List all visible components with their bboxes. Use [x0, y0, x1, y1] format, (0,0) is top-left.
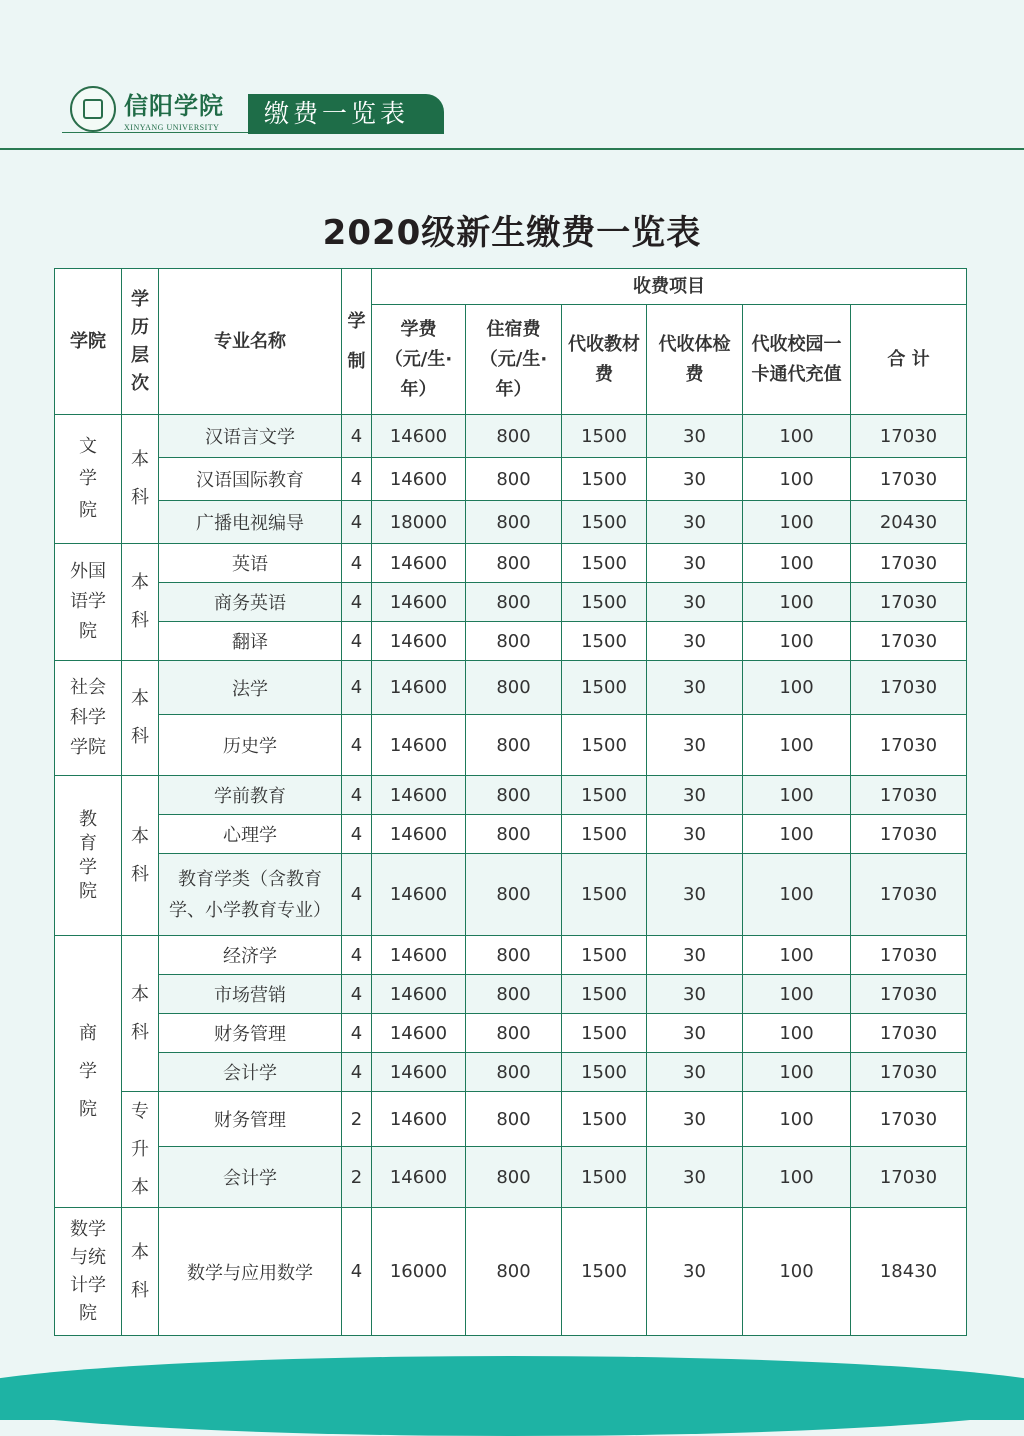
years-cell: 4 [342, 501, 372, 544]
tuition-cell: 14600 [372, 458, 466, 501]
header-physical-label: 代收体检费 [658, 333, 731, 385]
physical-cell: 30 [647, 815, 743, 854]
years-cell: 2 [342, 1092, 372, 1147]
textbook-cell: 1500 [562, 458, 647, 501]
table-row [55, 458, 967, 501]
years-cell: 4 [342, 661, 372, 715]
years-cell: 4 [342, 458, 372, 501]
header-physical [647, 305, 743, 415]
physical-cell: 30 [647, 975, 743, 1014]
major-cell: 汉语言文学 [159, 415, 342, 458]
dorm-cell: 800 [466, 458, 562, 501]
level-cell: 专升本 [122, 1092, 159, 1208]
physical-cell: 30 [647, 1092, 743, 1147]
dorm-cell: 800 [466, 544, 562, 583]
table-row [55, 1208, 967, 1336]
total-cell: 17030 [851, 544, 967, 583]
dorm-cell: 800 [466, 1014, 562, 1053]
textbook-cell: 1500 [562, 815, 647, 854]
tuition-cell: 18000 [372, 501, 466, 544]
card-cell: 100 [743, 661, 851, 715]
level-cell: 本科 [122, 936, 159, 1092]
header-textbook [562, 305, 647, 415]
tuition-cell: 14600 [372, 1014, 466, 1053]
table-row [55, 1014, 967, 1053]
header-fee-group-label: 收费项目 [633, 275, 705, 297]
tuition-cell: 14600 [372, 1053, 466, 1092]
card-cell: 100 [743, 815, 851, 854]
college-cell: 教育学院 [55, 776, 122, 936]
textbook-cell: 1500 [562, 1147, 647, 1208]
total-cell: 17030 [851, 1014, 967, 1053]
dorm-cell: 800 [466, 622, 562, 661]
table-row [55, 715, 967, 776]
table-row [55, 1053, 967, 1092]
card-cell: 100 [743, 1147, 851, 1208]
total-cell: 17030 [851, 458, 967, 501]
header-major-label: 专业名称 [214, 330, 286, 352]
card-cell: 100 [743, 1092, 851, 1147]
card-cell: 100 [743, 583, 851, 622]
tuition-cell: 16000 [372, 1208, 466, 1336]
header-tuition-label: 学费（元/生·年） [384, 318, 453, 400]
years-cell: 4 [342, 1208, 372, 1336]
total-cell: 17030 [851, 661, 967, 715]
physical-cell: 30 [647, 544, 743, 583]
college-cell: 商学院 [55, 936, 122, 1208]
table-row [55, 1147, 967, 1208]
physical-cell: 30 [647, 501, 743, 544]
university-logo [124, 86, 224, 132]
header [0, 0, 1024, 150]
tuition-cell: 14600 [372, 1092, 466, 1147]
university-name: 信阳学院 [124, 91, 224, 120]
header-level-label: 学历层次 [131, 288, 149, 394]
physical-cell: 30 [647, 936, 743, 975]
table-row [55, 854, 967, 936]
dorm-cell: 800 [466, 936, 562, 975]
header-card-label: 代收校园一卡通代充值 [751, 333, 842, 385]
years-cell: 4 [342, 936, 372, 975]
tuition-cell: 14600 [372, 583, 466, 622]
physical-cell: 30 [647, 854, 743, 936]
card-cell: 100 [743, 544, 851, 583]
textbook-cell: 1500 [562, 415, 647, 458]
dorm-cell: 800 [466, 583, 562, 622]
card-cell: 100 [743, 975, 851, 1014]
physical-cell: 30 [647, 661, 743, 715]
total-cell: 17030 [851, 1092, 967, 1147]
textbook-cell: 1500 [562, 583, 647, 622]
table-row [55, 776, 967, 815]
major-cell: 英语 [159, 544, 342, 583]
physical-cell: 30 [647, 583, 743, 622]
total-cell: 17030 [851, 622, 967, 661]
major-cell: 会计学 [159, 1053, 342, 1092]
tuition-cell: 14600 [372, 715, 466, 776]
card-cell: 100 [743, 1208, 851, 1336]
textbook-cell: 1500 [562, 1208, 647, 1336]
physical-cell: 30 [647, 622, 743, 661]
header-years-label: 学制 [347, 310, 366, 372]
dorm-cell: 800 [466, 1092, 562, 1147]
major-cell: 教育学类（含教育学、小学教育专业） [159, 854, 342, 936]
textbook-cell: 1500 [562, 1014, 647, 1053]
table-row [55, 815, 967, 854]
card-cell: 100 [743, 936, 851, 975]
header-badge: 缴费一览表 [248, 94, 444, 134]
years-cell: 4 [342, 583, 372, 622]
major-cell: 广播电视编导 [159, 501, 342, 544]
level-cell: 本科 [122, 661, 159, 776]
card-cell: 100 [743, 1053, 851, 1092]
logo-underline [62, 132, 248, 133]
textbook-cell: 1500 [562, 936, 647, 975]
college-cell: 数学与统计学院 [55, 1208, 122, 1336]
level-cell: 本科 [122, 776, 159, 936]
major-cell: 市场营销 [159, 975, 342, 1014]
page-title: 2020级新生缴费一览表 [322, 213, 702, 253]
total-cell: 17030 [851, 1147, 967, 1208]
years-cell: 4 [342, 854, 372, 936]
total-cell: 17030 [851, 583, 967, 622]
card-cell: 100 [743, 715, 851, 776]
physical-cell: 30 [647, 715, 743, 776]
table-row [55, 936, 967, 975]
physical-cell: 30 [647, 776, 743, 815]
dorm-cell: 800 [466, 1208, 562, 1336]
tuition-cell: 14600 [372, 854, 466, 936]
major-cell: 财务管理 [159, 1092, 342, 1147]
card-cell: 100 [743, 776, 851, 815]
dorm-cell: 800 [466, 501, 562, 544]
header-fee-group [372, 269, 967, 305]
years-cell: 4 [342, 1053, 372, 1092]
major-cell: 财务管理 [159, 1014, 342, 1053]
table-row [55, 415, 967, 458]
major-cell: 数学与应用数学 [159, 1208, 342, 1336]
total-cell: 17030 [851, 776, 967, 815]
header-dorm [466, 305, 562, 415]
physical-cell: 30 [647, 1053, 743, 1092]
years-cell: 4 [342, 715, 372, 776]
major-cell: 法学 [159, 661, 342, 715]
header-total [851, 305, 967, 415]
physical-cell: 30 [647, 415, 743, 458]
textbook-cell: 1500 [562, 622, 647, 661]
years-cell: 4 [342, 544, 372, 583]
header-major [159, 269, 342, 415]
footer-band [0, 1384, 1024, 1420]
table-row [55, 975, 967, 1014]
level-cell: 本科 [122, 415, 159, 544]
table-row [55, 583, 967, 622]
years-cell: 4 [342, 415, 372, 458]
textbook-cell: 1500 [562, 661, 647, 715]
total-cell: 17030 [851, 415, 967, 458]
tuition-cell: 14600 [372, 936, 466, 975]
card-cell: 100 [743, 501, 851, 544]
table-row [55, 501, 967, 544]
dorm-cell: 800 [466, 415, 562, 458]
textbook-cell: 1500 [562, 854, 647, 936]
physical-cell: 30 [647, 1147, 743, 1208]
header-years [342, 269, 372, 415]
total-cell: 18430 [851, 1208, 967, 1336]
table-row [55, 544, 967, 583]
tuition-cell: 14600 [372, 815, 466, 854]
tuition-cell: 14600 [372, 661, 466, 715]
total-cell: 17030 [851, 975, 967, 1014]
card-cell: 100 [743, 458, 851, 501]
card-cell: 100 [743, 854, 851, 936]
header-card [743, 305, 851, 415]
level-cell: 本科 [122, 544, 159, 661]
years-cell: 4 [342, 975, 372, 1014]
major-cell: 经济学 [159, 936, 342, 975]
major-cell: 历史学 [159, 715, 342, 776]
college-cell: 外国语学院 [55, 544, 122, 661]
tuition-cell: 14600 [372, 1147, 466, 1208]
university-seal-icon [70, 86, 116, 132]
dorm-cell: 800 [466, 975, 562, 1014]
header-college [55, 269, 122, 415]
major-cell: 心理学 [159, 815, 342, 854]
total-cell: 17030 [851, 715, 967, 776]
header-level [122, 269, 159, 415]
dorm-cell: 800 [466, 715, 562, 776]
major-cell: 翻译 [159, 622, 342, 661]
table-header [55, 269, 967, 415]
fee-table [54, 268, 967, 1336]
header-textbook-label: 代收教材费 [568, 333, 640, 385]
header-divider [0, 148, 1024, 150]
total-cell: 17030 [851, 854, 967, 936]
college-cell: 社会科学学院 [55, 661, 122, 776]
physical-cell: 30 [647, 458, 743, 501]
textbook-cell: 1500 [562, 776, 647, 815]
card-cell: 100 [743, 622, 851, 661]
textbook-cell: 1500 [562, 544, 647, 583]
years-cell: 4 [342, 1014, 372, 1053]
total-cell: 17030 [851, 1053, 967, 1092]
textbook-cell: 1500 [562, 1092, 647, 1147]
table-row [55, 1092, 967, 1147]
major-cell: 汉语国际教育 [159, 458, 342, 501]
dorm-cell: 800 [466, 1147, 562, 1208]
header-college-label: 学院 [70, 330, 106, 352]
table-row [55, 661, 967, 715]
textbook-cell: 1500 [562, 1053, 647, 1092]
textbook-cell: 1500 [562, 501, 647, 544]
college-cell: 文学院 [55, 415, 122, 544]
tuition-cell: 14600 [372, 415, 466, 458]
years-cell: 4 [342, 776, 372, 815]
header-total-label: 合 计 [887, 348, 930, 370]
header-tuition [372, 305, 466, 415]
table-row [55, 622, 967, 661]
physical-cell: 30 [647, 1014, 743, 1053]
card-cell: 100 [743, 1014, 851, 1053]
major-cell: 会计学 [159, 1147, 342, 1208]
years-cell: 4 [342, 622, 372, 661]
total-cell: 17030 [851, 936, 967, 975]
tuition-cell: 14600 [372, 622, 466, 661]
years-cell: 2 [342, 1147, 372, 1208]
years-cell: 4 [342, 815, 372, 854]
level-cell: 本科 [122, 1208, 159, 1336]
table-body [55, 415, 967, 1336]
major-cell: 学前教育 [159, 776, 342, 815]
card-cell: 100 [743, 415, 851, 458]
tuition-cell: 14600 [372, 544, 466, 583]
header-dorm-label: 住宿费（元/生·年） [479, 318, 548, 400]
textbook-cell: 1500 [562, 975, 647, 1014]
dorm-cell: 800 [466, 776, 562, 815]
major-cell: 商务英语 [159, 583, 342, 622]
tuition-cell: 14600 [372, 975, 466, 1014]
dorm-cell: 800 [466, 854, 562, 936]
total-cell: 20430 [851, 501, 967, 544]
dorm-cell: 800 [466, 661, 562, 715]
physical-cell: 30 [647, 1208, 743, 1336]
university-name-en: XINYANG UNIVERSITY [124, 123, 220, 132]
textbook-cell: 1500 [562, 715, 647, 776]
tuition-cell: 14600 [372, 776, 466, 815]
dorm-cell: 800 [466, 815, 562, 854]
dorm-cell: 800 [466, 1053, 562, 1092]
total-cell: 17030 [851, 815, 967, 854]
